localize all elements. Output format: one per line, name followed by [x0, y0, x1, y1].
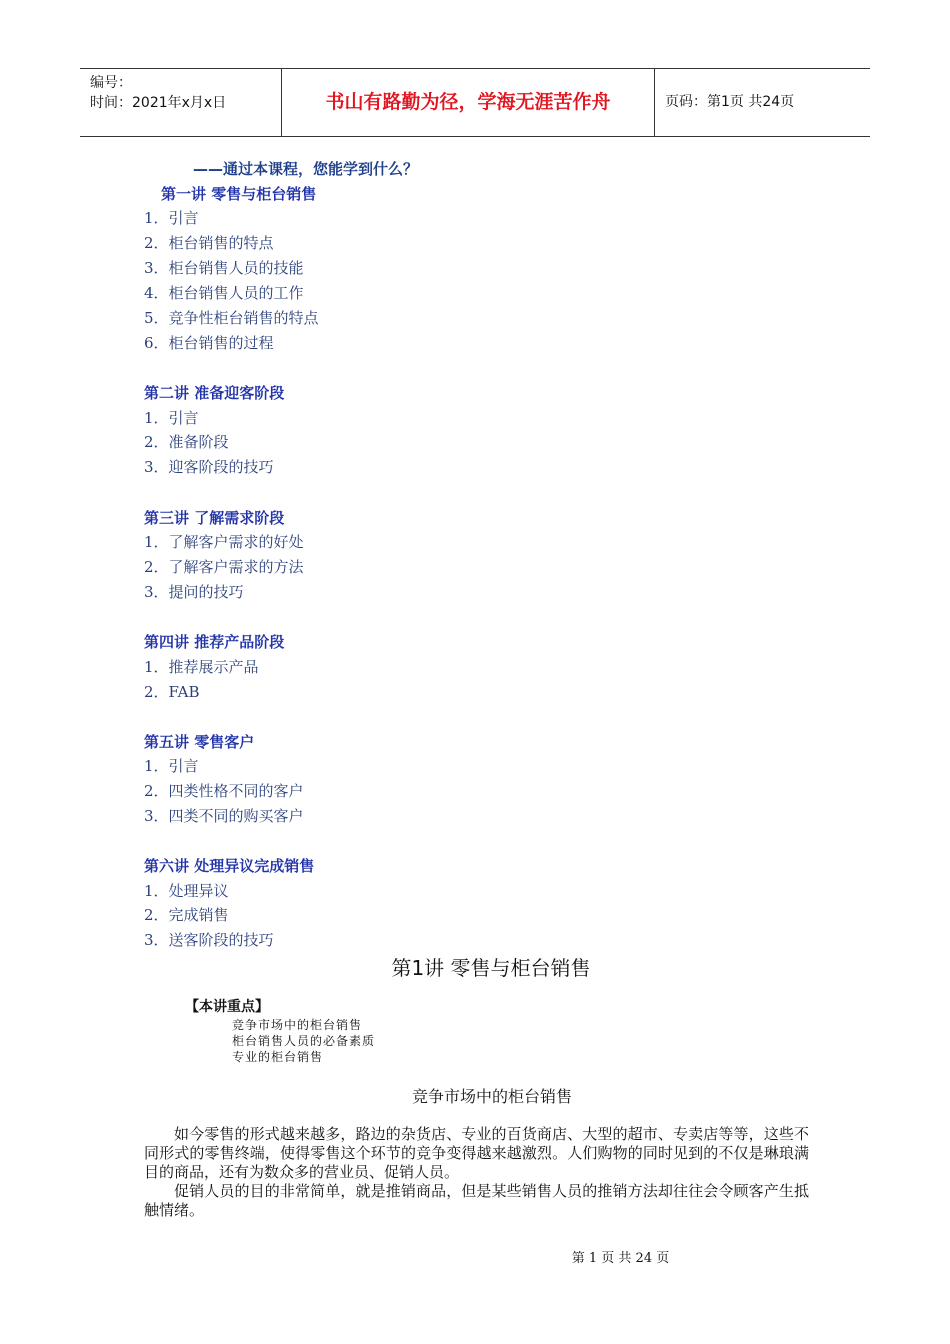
toc-item: 2．完成销售 [144, 906, 229, 924]
toc-intro: ——通过本课程，您能学到什么？ [193, 160, 419, 178]
toc-item: 1．了解客户需求的好处 [144, 533, 304, 551]
toc-item: 2．柜台销售的特点 [144, 234, 274, 252]
toc-item: 1．引言 [144, 209, 199, 227]
toc-item: 1．推荐展示产品 [144, 658, 259, 676]
body-paragraph: 促销人员的目的非常简单，就是推销商品，但是某些销售人员的推销方法却往往会令顾客产生抵触情绪。 [144, 1182, 809, 1219]
toc-item: 2．准备阶段 [144, 433, 229, 451]
toc-item: 5．竞争性柜台销售的特点 [144, 309, 319, 327]
section-subtitle: 竞争市场中的柜台销售 [411, 1087, 572, 1106]
number-label: 编号： [90, 75, 132, 91]
toc-lecture-title: 第五讲 零售客户 [144, 733, 255, 751]
toc-item: 1．处理异议 [144, 882, 229, 900]
key-point: 竞争市场中的柜台销售 [232, 1018, 363, 1032]
toc-item: 3．送客阶段的技巧 [144, 931, 274, 949]
key-points-label: 【本讲重点】 [185, 999, 269, 1015]
toc-lecture-title: 第二讲 准备迎客阶段 [144, 384, 285, 402]
time-label: 时间：2021年x月x日 [90, 95, 227, 111]
toc-item: 1．引言 [144, 757, 199, 775]
header-motto: 书山有路勤为径，学海无涯苦作舟 [282, 69, 655, 136]
toc-item: 3．柜台销售人员的技能 [144, 259, 304, 277]
toc-item: 1．引言 [144, 409, 199, 427]
body-paragraph: 如今零售的形式越来越多，路边的杂货店、专业的百货商店、大型的超市、专卖店等等，这些不同形式的零售终端，使得零售这个环节的竞争变得越来越激烈。人们购物的同时见到的不仅是琳琅满目的商品，还有为数众多的营业员、促销人员。 [144, 1125, 809, 1181]
section-title: 第1讲 零售与柜台销售 [391, 956, 591, 980]
toc-lecture-title: 第四讲 推荐产品阶段 [144, 633, 285, 651]
toc-item: 2．四类性格不同的客户 [144, 782, 304, 800]
toc-item: 2．FAB [144, 683, 200, 701]
key-point: 专业的柜台销售 [232, 1050, 324, 1064]
toc-item: 6．柜台销售的过程 [144, 334, 274, 352]
toc-item: 3．提问的技巧 [144, 583, 244, 601]
toc-item: 4．柜台销售人员的工作 [144, 284, 304, 302]
toc-item: 3．四类不同的购买客户 [144, 807, 304, 825]
toc-lecture-title: 第六讲 处理异议完成销售 [144, 857, 315, 875]
toc-item: 3．迎客阶段的技巧 [144, 458, 274, 476]
key-point: 柜台销售人员的必备素质 [232, 1034, 376, 1048]
toc-item: 2．了解客户需求的方法 [144, 558, 304, 576]
header-meta [80, 69, 282, 136]
toc-lecture-title: 第三讲 了解需求阶段 [144, 509, 285, 527]
header-page-info: 页码：第1页 共24页 [665, 94, 795, 110]
toc-lecture-title: 第一讲 零售与柜台销售 [161, 185, 317, 203]
page-footer: 第 1 页 共 24 页 [571, 1251, 670, 1266]
page-header [80, 68, 870, 137]
